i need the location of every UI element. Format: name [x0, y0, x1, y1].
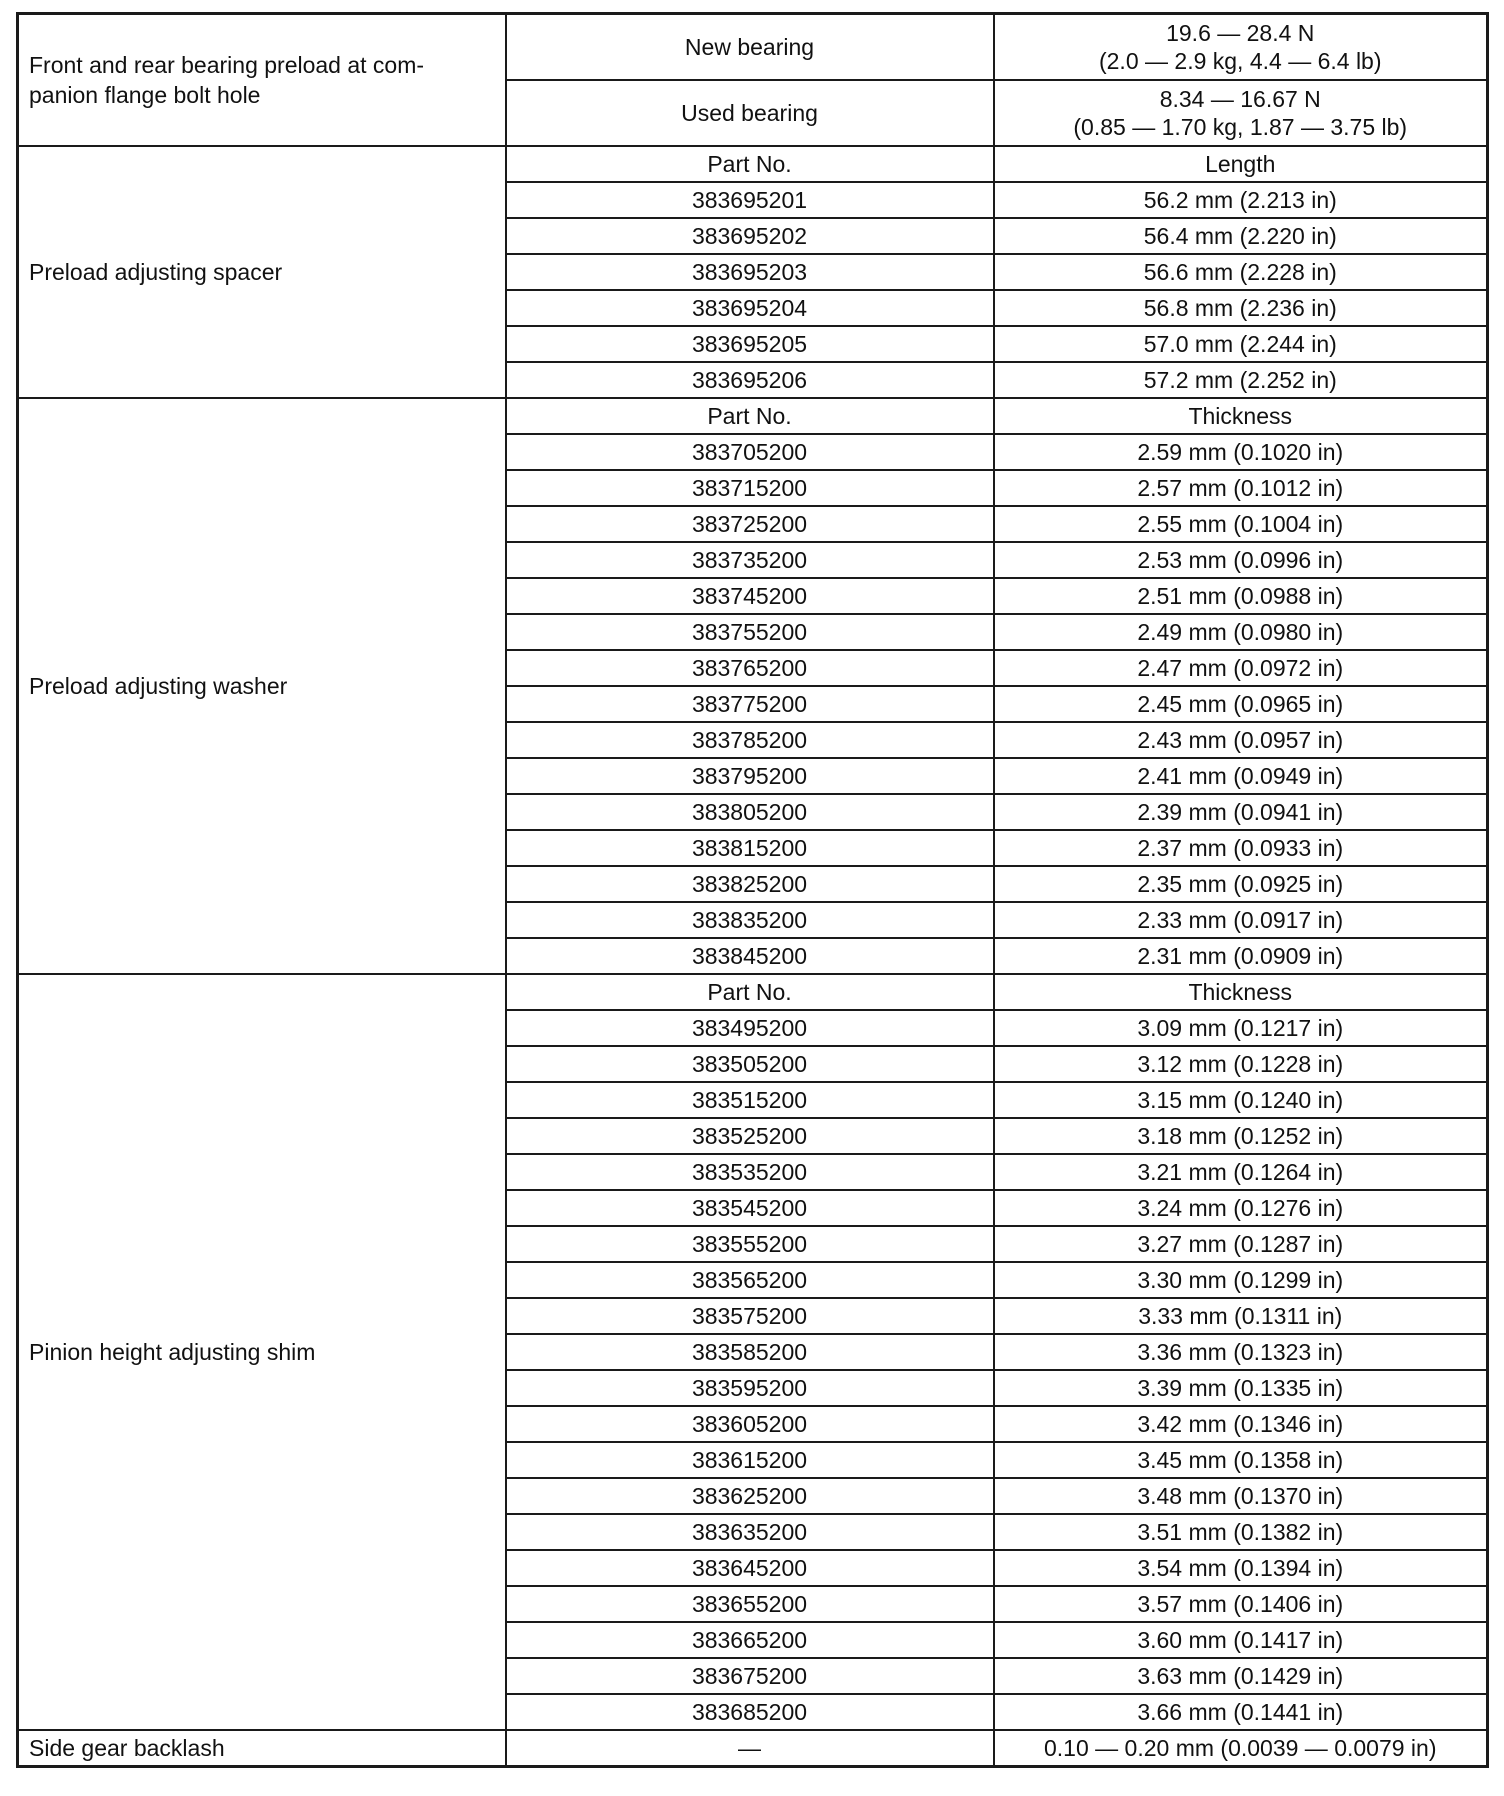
- new-bearing-value-line1: 19.6 — 28.4 N: [1166, 20, 1315, 46]
- dimension-cell: 3.18 mm (0.1252 in): [994, 1118, 1488, 1154]
- part-number-cell: 383695206: [506, 362, 994, 398]
- dimension-cell: 3.54 mm (0.1394 in): [994, 1550, 1488, 1586]
- part-number-cell: 383595200: [506, 1370, 994, 1406]
- part-number-cell: 383745200: [506, 578, 994, 614]
- dimension-cell: 3.33 mm (0.1311 in): [994, 1298, 1488, 1334]
- part-no-header: Part No.: [506, 398, 994, 434]
- backlash-value-cell: 0.10 — 0.20 mm (0.0039 — 0.0079 in): [994, 1730, 1488, 1767]
- part-number-cell: 383755200: [506, 614, 994, 650]
- dimension-cell: 2.37 mm (0.0933 in): [994, 830, 1488, 866]
- part-number-cell: 383805200: [506, 794, 994, 830]
- dimension-cell: 2.41 mm (0.0949 in): [994, 758, 1488, 794]
- part-number-cell: 383815200: [506, 830, 994, 866]
- new-bearing-label: New bearing: [506, 14, 994, 81]
- dimension-cell: 3.15 mm (0.1240 in): [994, 1082, 1488, 1118]
- dimension-cell: 3.09 mm (0.1217 in): [994, 1010, 1488, 1046]
- bearing-preload-new-row: [18, 14, 1488, 81]
- dimension-cell: 3.45 mm (0.1358 in): [994, 1442, 1488, 1478]
- dimension-cell: 3.30 mm (0.1299 in): [994, 1262, 1488, 1298]
- part-number-cell: 383525200: [506, 1118, 994, 1154]
- part-number-cell: 383695203: [506, 254, 994, 290]
- dimension-cell: 2.51 mm (0.0988 in): [994, 578, 1488, 614]
- dimension-cell: 2.45 mm (0.0965 in): [994, 686, 1488, 722]
- washer-header-row: [18, 398, 1488, 434]
- dimension-cell: 3.51 mm (0.1382 in): [994, 1514, 1488, 1550]
- spacer-label: Preload adjusting spacer: [18, 146, 506, 398]
- part-number-cell: 383705200: [506, 434, 994, 470]
- part-number-cell: 383655200: [506, 1586, 994, 1622]
- part-number-cell: 383685200: [506, 1694, 994, 1730]
- dimension-cell: 2.59 mm (0.1020 in): [994, 434, 1488, 470]
- shim-label: Pinion height adjusting shim: [18, 974, 506, 1730]
- part-number-cell: 383835200: [506, 902, 994, 938]
- part-number-cell: 383795200: [506, 758, 994, 794]
- part-no-header: Part No.: [506, 146, 994, 182]
- new-bearing-value-line2: (2.0 — 2.9 kg, 4.4 — 6.4 lb): [1098, 48, 1382, 74]
- dimension-cell: 2.47 mm (0.0972 in): [994, 650, 1488, 686]
- part-number-cell: 383565200: [506, 1262, 994, 1298]
- bearing-preload-label: Front and rear bearing preload at com- panion flange bolt hole: [18, 14, 506, 147]
- new-bearing-value: [994, 14, 1488, 81]
- part-number-cell: 383735200: [506, 542, 994, 578]
- specification-table: [16, 12, 1489, 1768]
- part-number-cell: 383695205: [506, 326, 994, 362]
- part-number-cell: 383725200: [506, 506, 994, 542]
- part-number-cell: 383715200: [506, 470, 994, 506]
- specification-table-body: [18, 14, 1488, 1767]
- used-bearing-value-line1: 8.34 — 16.67 N: [1159, 86, 1321, 112]
- dimension-cell: 3.21 mm (0.1264 in): [994, 1154, 1488, 1190]
- part-number-cell: 383575200: [506, 1298, 994, 1334]
- dimension-cell: 57.0 mm (2.244 in): [994, 326, 1488, 362]
- part-number-cell: 383765200: [506, 650, 994, 686]
- used-bearing-value: [994, 80, 1488, 146]
- dimension-cell: 3.27 mm (0.1287 in): [994, 1226, 1488, 1262]
- part-number-cell: 383545200: [506, 1190, 994, 1226]
- dimension-cell: 56.4 mm (2.220 in): [994, 218, 1488, 254]
- dimension-cell: 3.63 mm (0.1429 in): [994, 1658, 1488, 1694]
- spacer-header-row: [18, 146, 1488, 182]
- dimension-cell: 3.36 mm (0.1323 in): [994, 1334, 1488, 1370]
- part-number-cell: 383645200: [506, 1550, 994, 1586]
- dimension-cell: 3.12 mm (0.1228 in): [994, 1046, 1488, 1082]
- dimension-cell: 2.55 mm (0.1004 in): [994, 506, 1488, 542]
- dimension-cell: 57.2 mm (2.252 in): [994, 362, 1488, 398]
- dimension-cell: 3.57 mm (0.1406 in): [994, 1586, 1488, 1622]
- part-number-cell: 383635200: [506, 1514, 994, 1550]
- part-number-cell: 383665200: [506, 1622, 994, 1658]
- part-number-cell: 383615200: [506, 1442, 994, 1478]
- dimension-cell: 2.31 mm (0.0909 in): [994, 938, 1488, 974]
- dimension-cell: 3.48 mm (0.1370 in): [994, 1478, 1488, 1514]
- used-bearing-value-line2: (0.85 — 1.70 kg, 1.87 — 3.75 lb): [1073, 114, 1408, 140]
- part-number-cell: 383605200: [506, 1406, 994, 1442]
- dimension-cell: 3.60 mm (0.1417 in): [994, 1622, 1488, 1658]
- shim-header-row: [18, 974, 1488, 1010]
- part-number-cell: 383625200: [506, 1478, 994, 1514]
- dimension-cell: 3.66 mm (0.1441 in): [994, 1694, 1488, 1730]
- dimension-cell: 2.35 mm (0.0925 in): [994, 866, 1488, 902]
- value-header: Length: [994, 146, 1488, 182]
- washer-label: Preload adjusting washer: [18, 398, 506, 974]
- part-number-cell: 383845200: [506, 938, 994, 974]
- dimension-cell: 2.53 mm (0.0996 in): [994, 542, 1488, 578]
- dimension-cell: 56.8 mm (2.236 in): [994, 290, 1488, 326]
- part-number-cell: 383825200: [506, 866, 994, 902]
- dimension-cell: 2.43 mm (0.0957 in): [994, 722, 1488, 758]
- dimension-cell: 2.49 mm (0.0980 in): [994, 614, 1488, 650]
- dimension-cell: 3.39 mm (0.1335 in): [994, 1370, 1488, 1406]
- part-number-cell: 383585200: [506, 1334, 994, 1370]
- part-number-cell: 383495200: [506, 1010, 994, 1046]
- dimension-cell: 3.24 mm (0.1276 in): [994, 1190, 1488, 1226]
- value-header: Thickness: [994, 398, 1488, 434]
- part-number-cell: 383555200: [506, 1226, 994, 1262]
- part-number-cell: 383785200: [506, 722, 994, 758]
- part-number-cell: 383695201: [506, 182, 994, 218]
- dimension-cell: 2.33 mm (0.0917 in): [994, 902, 1488, 938]
- part-number-cell: 383675200: [506, 1658, 994, 1694]
- part-number-cell: 383535200: [506, 1154, 994, 1190]
- dimension-cell: 3.42 mm (0.1346 in): [994, 1406, 1488, 1442]
- backlash-label: Side gear backlash: [18, 1730, 506, 1767]
- part-number-cell: 383695204: [506, 290, 994, 326]
- backlash-part-cell: —: [506, 1730, 994, 1767]
- part-number-cell: 383515200: [506, 1082, 994, 1118]
- dimension-cell: 56.6 mm (2.228 in): [994, 254, 1488, 290]
- side-gear-backlash-row: [18, 1730, 1488, 1767]
- dimension-cell: 2.57 mm (0.1012 in): [994, 470, 1488, 506]
- part-number-cell: 383695202: [506, 218, 994, 254]
- dimension-cell: 2.39 mm (0.0941 in): [994, 794, 1488, 830]
- value-header: Thickness: [994, 974, 1488, 1010]
- part-no-header: Part No.: [506, 974, 994, 1010]
- part-number-cell: 383505200: [506, 1046, 994, 1082]
- part-number-cell: 383775200: [506, 686, 994, 722]
- dimension-cell: 56.2 mm (2.213 in): [994, 182, 1488, 218]
- used-bearing-label: Used bearing: [506, 80, 994, 146]
